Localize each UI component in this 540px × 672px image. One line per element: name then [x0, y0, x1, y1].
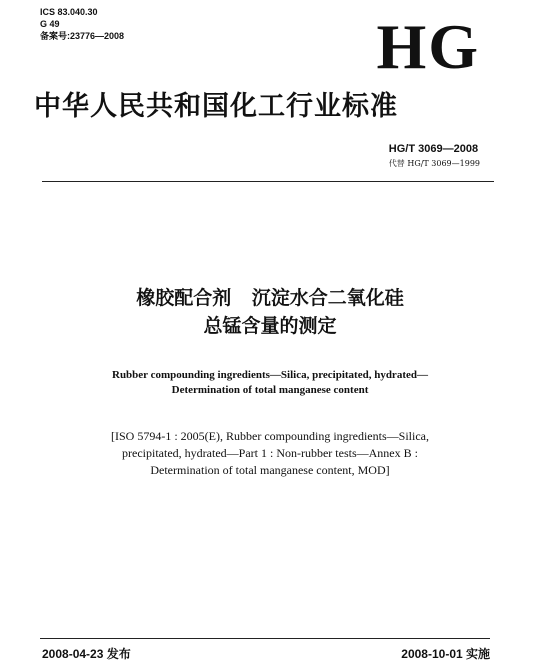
- effective-date: 2008-10-01 实施: [401, 647, 490, 661]
- standard-code-block: [389, 143, 480, 169]
- footer-divider: [40, 638, 490, 639]
- english-title: [0, 368, 540, 398]
- hg-logo: HG: [376, 11, 480, 82]
- publish-date: 2008-04-23 发布: [42, 647, 131, 661]
- chinese-title-line-2: 总锰含量的测定: [203, 315, 337, 337]
- iso-reference-line-3: Determination of total manganese content, MOD]: [150, 463, 390, 477]
- class-code: G 49: [40, 19, 60, 29]
- english-title-line-1: Rubber compounding ingredients—Silica, precipitated, hydrated—: [112, 369, 428, 381]
- replaces-code: 代替 HG/T 3069—1999: [388, 159, 480, 168]
- iso-reference-line-1: [ISO 5794-1 : 2005(E), Rubber compounding ingredients—Silica,: [111, 429, 429, 443]
- standard-code: HG/T 3069—2008: [388, 143, 479, 155]
- header-divider: [42, 181, 494, 182]
- standard-type-title: 中华人民共和国化工行业标准: [34, 91, 398, 122]
- ics-code: ICS 83.040.30: [40, 7, 98, 17]
- chinese-title-line-1: 橡胶配合剂 沉淀水合二氧化硅: [136, 287, 404, 309]
- iso-reference-line-2: precipitated, hydrated—Part 1 : Non-rubber tests—Annex B :: [122, 446, 418, 460]
- iso-reference: [0, 428, 540, 479]
- english-title-line-2: Determination of total manganese content: [171, 384, 369, 396]
- chinese-title: [0, 284, 540, 340]
- classification-block: [40, 6, 124, 42]
- record-number: 备案号:23776—2008: [40, 31, 125, 41]
